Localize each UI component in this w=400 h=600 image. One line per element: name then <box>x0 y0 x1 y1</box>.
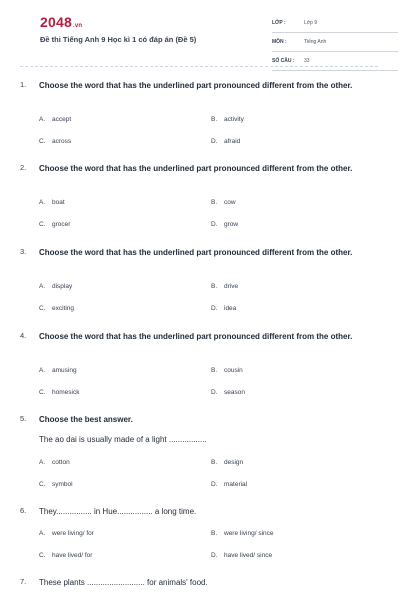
question-number: 3. <box>20 247 27 256</box>
option-b[interactable]: B. were living/ since <box>211 530 274 537</box>
option-a[interactable]: A. boat <box>39 199 65 206</box>
logo-text: 2048 <box>40 14 72 30</box>
option-d[interactable]: D. afraid <box>211 138 241 145</box>
option-d[interactable]: D. material <box>211 481 248 488</box>
option-a[interactable]: A. display <box>39 283 73 290</box>
question-number: 5. <box>20 414 27 423</box>
question-sentence: The ao dai is usually made of a light ................. <box>39 435 207 444</box>
meta-value: Lớp 9 <box>304 20 318 26</box>
question-number: 6. <box>20 506 27 515</box>
option-b[interactable]: B. design <box>211 459 244 466</box>
option-a[interactable]: A. cotton <box>39 459 70 466</box>
option-a[interactable]: A. accept <box>39 116 72 123</box>
header-divider <box>20 66 378 67</box>
option-d[interactable]: D. grow <box>211 221 239 228</box>
meta-row-subject <box>272 33 398 52</box>
option-c[interactable]: C. exciting <box>39 305 75 312</box>
option-a[interactable]: A. were living/ for <box>39 530 94 537</box>
option-c[interactable]: C. across <box>39 138 72 145</box>
site-logo[interactable] <box>40 14 82 30</box>
question-text: These plants .......................... for animals' food. <box>39 578 208 587</box>
question-number: 7. <box>20 577 27 586</box>
meta-value: 33 <box>304 58 310 64</box>
question-number: 4. <box>20 331 27 340</box>
meta-row-count <box>272 52 398 71</box>
option-d[interactable]: D. have lived/ since <box>211 552 273 559</box>
question-text: They................ in Hue................ a long time. <box>39 507 197 516</box>
meta-row-class <box>272 14 398 33</box>
option-b[interactable]: B. drive <box>211 283 239 290</box>
question-text: Choose the word that has the underlined part pronounced different from the other. <box>39 332 353 341</box>
meta-info <box>272 14 398 71</box>
option-c[interactable]: C. grocer <box>39 221 71 228</box>
question-text: Choose the word that has the underlined part pronounced different from the other. <box>39 248 353 257</box>
meta-value: Tiếng Anh <box>304 39 327 45</box>
option-c[interactable]: C. symbol <box>39 481 73 488</box>
question-number: 1. <box>20 80 27 89</box>
logo-tld: .vn <box>72 23 83 29</box>
question-text: Choose the best answer. <box>39 415 133 424</box>
meta-label: MÔN : <box>272 39 287 45</box>
page-header <box>20 0 378 66</box>
option-c[interactable]: C. have lived/ for <box>39 552 93 559</box>
option-d[interactable]: D. idea <box>211 305 237 312</box>
option-b[interactable]: B. cow <box>211 199 236 206</box>
meta-label: SỐ CÂU : <box>272 58 295 64</box>
meta-label: LỚP : <box>272 20 286 26</box>
question-number: 2. <box>20 163 27 172</box>
option-c[interactable]: C. homesick <box>39 389 80 396</box>
option-b[interactable]: B. cousin <box>211 367 243 374</box>
document-title: Đề thi Tiếng Anh 9 Học kì 1 có đáp án (Đề 5) <box>40 35 197 44</box>
option-b[interactable]: B. activity <box>211 116 244 123</box>
question-text: Choose the word that has the underlined part pronounced different from the other. <box>39 81 353 90</box>
option-d[interactable]: D. season <box>211 389 245 396</box>
question-text: Choose the word that has the underlined part pronounced different from the other. <box>39 164 353 173</box>
option-a[interactable]: A. amusing <box>39 367 77 374</box>
